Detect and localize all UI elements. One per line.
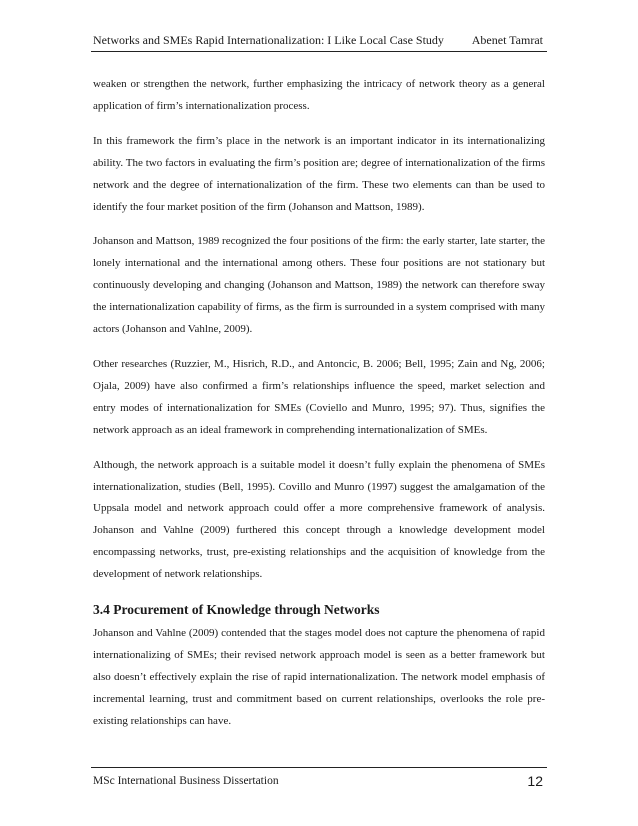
header-title: Networks and SMEs Rapid Internationalization: I Like Local Case Study <box>93 33 444 47</box>
footer-divider <box>91 767 547 768</box>
header-divider <box>91 51 547 52</box>
paragraph-4: Other researches (Ruzzier, M., Hisrich, R.D., and Antoncic, B. 2006; Bell, 1995; Zain and Ng, 2006; Ojala, 2009) have also confirmed a firm’s relationships influence the speed, market selection and entry modes of internationalization for SMEs (Coviello and Munro, 1995; 97). Thus, signifies the network approach as an ideal framework in comprehending internationalization of SMEs. <box>93 357 545 436</box>
section-paragraph: Johanson and Vahlne (2009) contended that the stages model does not capture the phenomena of rapid internationalizing of SMEs; their revised network approach model is seen as a better framework but also doesn’t effectively explain the rise of rapid internationalization. The network model emphasis of incremental learning, trust and commitment based on current relationships, overlooks the role pre-existing relationships can have. <box>93 627 545 727</box>
paragraph-2: In this framework the firm’s place in the network is an important indicator in its internationalizing ability. The two factors in evaluating the firm’s position are; degree of internationalization of the firms network and the degree of internationalization of the firm. These two elements can than be used to identify the four market position of the firm (Johanson and Mattson, 1989). <box>93 134 545 213</box>
page-number: 12 <box>527 773 543 789</box>
section-heading: 3.4 Procurement of Knowledge through Networks <box>93 602 380 618</box>
paragraph-5: Although, the network approach is a suitable model it doesn’t fully explain the phenomena of SMEs internationalization, studies (Bell, 1995). Covillo and Munro (1997) suggest the amalgamation of the Uppsala model and network approach could offer a more comprehensive framework of analysis. Johanson and Vahlne (2009) furthered this concept through a knowledge development model encompassing networks, trust, pre-existing relationships and the acquisition of knowledge from the development of network relationships. <box>93 458 545 581</box>
page-header <box>93 33 543 48</box>
page-footer <box>93 773 543 789</box>
footer-label: MSc International Business Dissertation <box>93 775 279 787</box>
header-author: Abenet Tamrat <box>471 33 543 47</box>
paragraph-1: weaken or strengthen the network, further emphasizing the intricacy of network theory as a general application of firm’s internationalization process. <box>93 78 545 112</box>
page-body <box>93 74 545 746</box>
paragraph-3: Johanson and Mattson, 1989 recognized the four positions of the firm: the early starter, late starter, the lonely international and the international among others. These four positions are not stationary but continuously developing and changing (Johanson and Mattson, 1989) the network can therefore sway the internationalization capability of firms, as the firm is surrounded in a system comprised with many actors (Johanson and Vahlne, 2009). <box>93 235 545 336</box>
